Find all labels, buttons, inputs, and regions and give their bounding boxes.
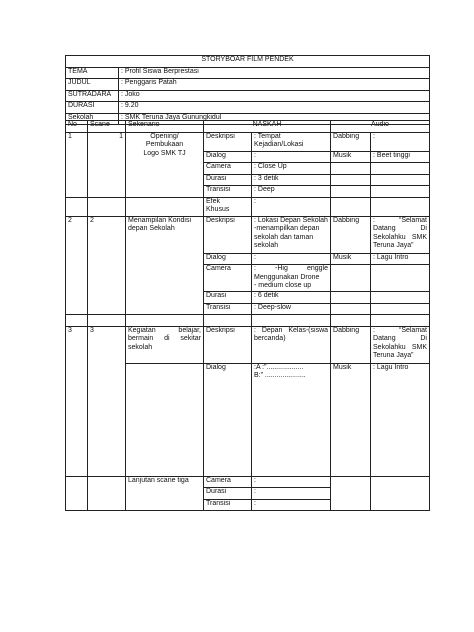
- skenario-line: bermain di sekitar: [128, 335, 201, 342]
- table-row: [66, 326, 430, 363]
- spacer-row: [66, 315, 430, 327]
- value-line: Teruna Jaya”: [373, 242, 414, 249]
- value-line: : -Hig enggle: [254, 265, 329, 272]
- skenario-cell: [126, 326, 204, 363]
- durasi-value: : 6 detik: [252, 292, 331, 304]
- empty-cell: [331, 186, 371, 198]
- label-dubbing: Dabbing: [331, 132, 371, 151]
- empty-cell: [331, 174, 371, 186]
- musik-value: : Lagu Intro: [371, 363, 430, 476]
- header-no: No: [66, 121, 88, 133]
- empty-cell: [371, 292, 430, 304]
- meta-value: : SMK Teruna Jaya Gunungkidul: [119, 113, 430, 125]
- table-row: [66, 476, 430, 488]
- empty-cell: [66, 197, 88, 216]
- empty-cell: [66, 315, 88, 327]
- dialog-value: [252, 363, 331, 476]
- label-transisi: Transisi: [204, 499, 252, 511]
- label-line: Efek: [206, 197, 221, 205]
- storyboard-table: [65, 120, 430, 511]
- empty-cell: [88, 197, 126, 216]
- label-musik: Musik: [331, 253, 371, 265]
- durasi-value: : 3 detik: [252, 174, 331, 186]
- label-camera: Camera: [204, 265, 252, 292]
- label-camera: Camera: [204, 163, 252, 175]
- value-line: - medium close up: [254, 282, 312, 289]
- empty-cell: [126, 315, 204, 327]
- dialog-value: :: [252, 253, 331, 265]
- empty-cell: [371, 197, 430, 216]
- empty-cell: [331, 197, 371, 216]
- meta-value: : 9.20: [119, 102, 430, 114]
- label-durasi: Durasi: [204, 174, 252, 186]
- label-musik: Musik: [331, 151, 371, 163]
- musik-value: : Lagu Intro: [371, 253, 430, 265]
- row-number: 3: [66, 326, 88, 476]
- label-dialog: Dialog: [204, 151, 252, 163]
- value-line: sekolah: [254, 242, 279, 249]
- scene-number: 3: [88, 326, 126, 476]
- meta-label: DURASI: [66, 102, 119, 114]
- header-audio: Audio: [331, 121, 430, 133]
- value-line: : “Selamat: [373, 326, 427, 334]
- film-info-table: [65, 55, 430, 125]
- empty-cell: [88, 315, 126, 327]
- label-deskripsi: Deskripsi: [204, 326, 252, 363]
- durasi-value: :: [252, 488, 331, 500]
- label-transisi: Transisi: [204, 186, 252, 198]
- skenario-line: Menampilan Kondisi: [128, 216, 192, 224]
- label-durasi: Durasi: [204, 292, 252, 304]
- table-row: [66, 132, 430, 151]
- label-musik: Musik: [331, 363, 371, 476]
- deskripsi-value: [252, 326, 331, 363]
- label-camera: Camera: [204, 476, 252, 488]
- document-title: STORYBOAR FILM PENDEK: [66, 56, 430, 68]
- empty-cell: [331, 265, 371, 292]
- label-dubbing: Dabbing: [331, 326, 371, 363]
- empty-cell: [331, 315, 371, 327]
- row-number: 2: [66, 216, 88, 315]
- value-line: : Lokasi Depan Sekolah: [254, 216, 328, 224]
- skenario-line: Opening/: [150, 132, 179, 140]
- value-line: -menampilkan depan: [254, 225, 320, 232]
- label-deskripsi: Deskripsi: [204, 132, 252, 151]
- empty-cell: [371, 265, 430, 292]
- label-transisi: Transisi: [204, 303, 252, 315]
- empty-cell: [331, 303, 371, 315]
- meta-value: : Joko: [119, 90, 430, 102]
- empty-cell: [371, 476, 430, 511]
- label-efek: [204, 197, 252, 216]
- dialog-value: :: [252, 151, 331, 163]
- camera-value: [252, 265, 331, 292]
- empty-cell: [371, 186, 430, 198]
- empty-cell: [371, 174, 430, 186]
- transisi-value: :: [252, 499, 331, 511]
- label-dialog: Dialog: [204, 363, 252, 476]
- label-line: Khusus: [206, 206, 230, 213]
- meta-label: SUTRADARA: [66, 90, 119, 102]
- skenario-line: Pembukaan: [145, 141, 184, 148]
- value-line: B:” .....................: [254, 372, 306, 379]
- transisi-value: : Deep-slow: [252, 303, 331, 315]
- meta-label: TEMA: [66, 67, 119, 79]
- empty-cell: [204, 315, 252, 327]
- table-row: [66, 216, 430, 253]
- empty-cell: [66, 476, 88, 511]
- dubbing-value: :: [371, 132, 430, 151]
- label-deskripsi: Deskripsi: [204, 216, 252, 253]
- row-number: 1: [66, 132, 88, 197]
- empty-cell: [252, 315, 331, 327]
- value-line: Sekolahku SMK: [373, 233, 427, 241]
- value-line: sekolah dan taman: [254, 233, 314, 241]
- label-dubbing: Dabbing: [331, 216, 371, 253]
- label-dialog: Dialog: [204, 253, 252, 265]
- header-skenario: Sekenario: [126, 121, 204, 133]
- efek-value: :: [252, 197, 331, 216]
- meta-value: : Penggaris Patah: [119, 79, 430, 91]
- scene-number: 2: [88, 216, 126, 315]
- skenario-line: sekolah: [128, 343, 153, 351]
- empty-cell: [331, 292, 371, 304]
- value-line: Sekolahku SMK: [373, 343, 427, 351]
- deskripsi-value: [252, 216, 331, 253]
- value-line: Datang Di: [373, 225, 427, 232]
- value-line: :A :”...................: [254, 363, 304, 371]
- meta-label: JUDUL: [66, 79, 119, 91]
- value-line: : Tempat: [254, 132, 281, 140]
- camera-value: : Close Up: [252, 163, 331, 175]
- meta-value: : Profil Siswa Berprestasi: [119, 67, 430, 79]
- empty-cell: [331, 163, 371, 175]
- empty-cell: [371, 163, 430, 175]
- empty-cell: [371, 315, 430, 327]
- table-row: [66, 197, 430, 216]
- dubbing-value: [371, 326, 430, 363]
- skenario-cell: [126, 216, 204, 315]
- value-line: : Depan Kelas-(siswa: [254, 326, 329, 334]
- header-naskah: NASKAH: [204, 121, 331, 133]
- empty-cell: [88, 476, 126, 511]
- camera-value: :: [252, 476, 331, 488]
- skenario-cell: Lanjutan scane tiga: [126, 476, 204, 511]
- value-line: bercanda): [254, 335, 286, 342]
- skenario-line: Logo SMK TJ: [143, 149, 186, 157]
- skenario-line: Kegiatan belajar,: [128, 326, 201, 334]
- skenario-line: depan Sekolah: [128, 225, 175, 232]
- empty-cell: [371, 303, 430, 315]
- deskripsi-value: [252, 132, 331, 151]
- skenario-cell: [126, 132, 204, 197]
- value-line: Datang Di: [373, 335, 427, 342]
- empty-cell: [331, 476, 371, 511]
- empty-cell: [126, 197, 204, 216]
- header-row: [66, 121, 430, 133]
- value-line: Kejadian/Lokasi: [254, 141, 304, 148]
- meta-label: Sekolah: [66, 113, 119, 125]
- transisi-value: : Deep: [252, 186, 331, 198]
- musik-value: : Beet tinggi: [371, 151, 430, 163]
- dubbing-value: [371, 216, 430, 253]
- skenario-cell: [126, 363, 204, 476]
- header-scene: Scane: [88, 121, 126, 133]
- value-line: Teruna Jaya”: [373, 352, 414, 359]
- scene-number: 1: [88, 132, 126, 197]
- value-line: : “Selamat: [373, 216, 427, 224]
- value-line: Menggunakan Drone: [254, 273, 320, 281]
- label-durasi: Durasi: [204, 488, 252, 500]
